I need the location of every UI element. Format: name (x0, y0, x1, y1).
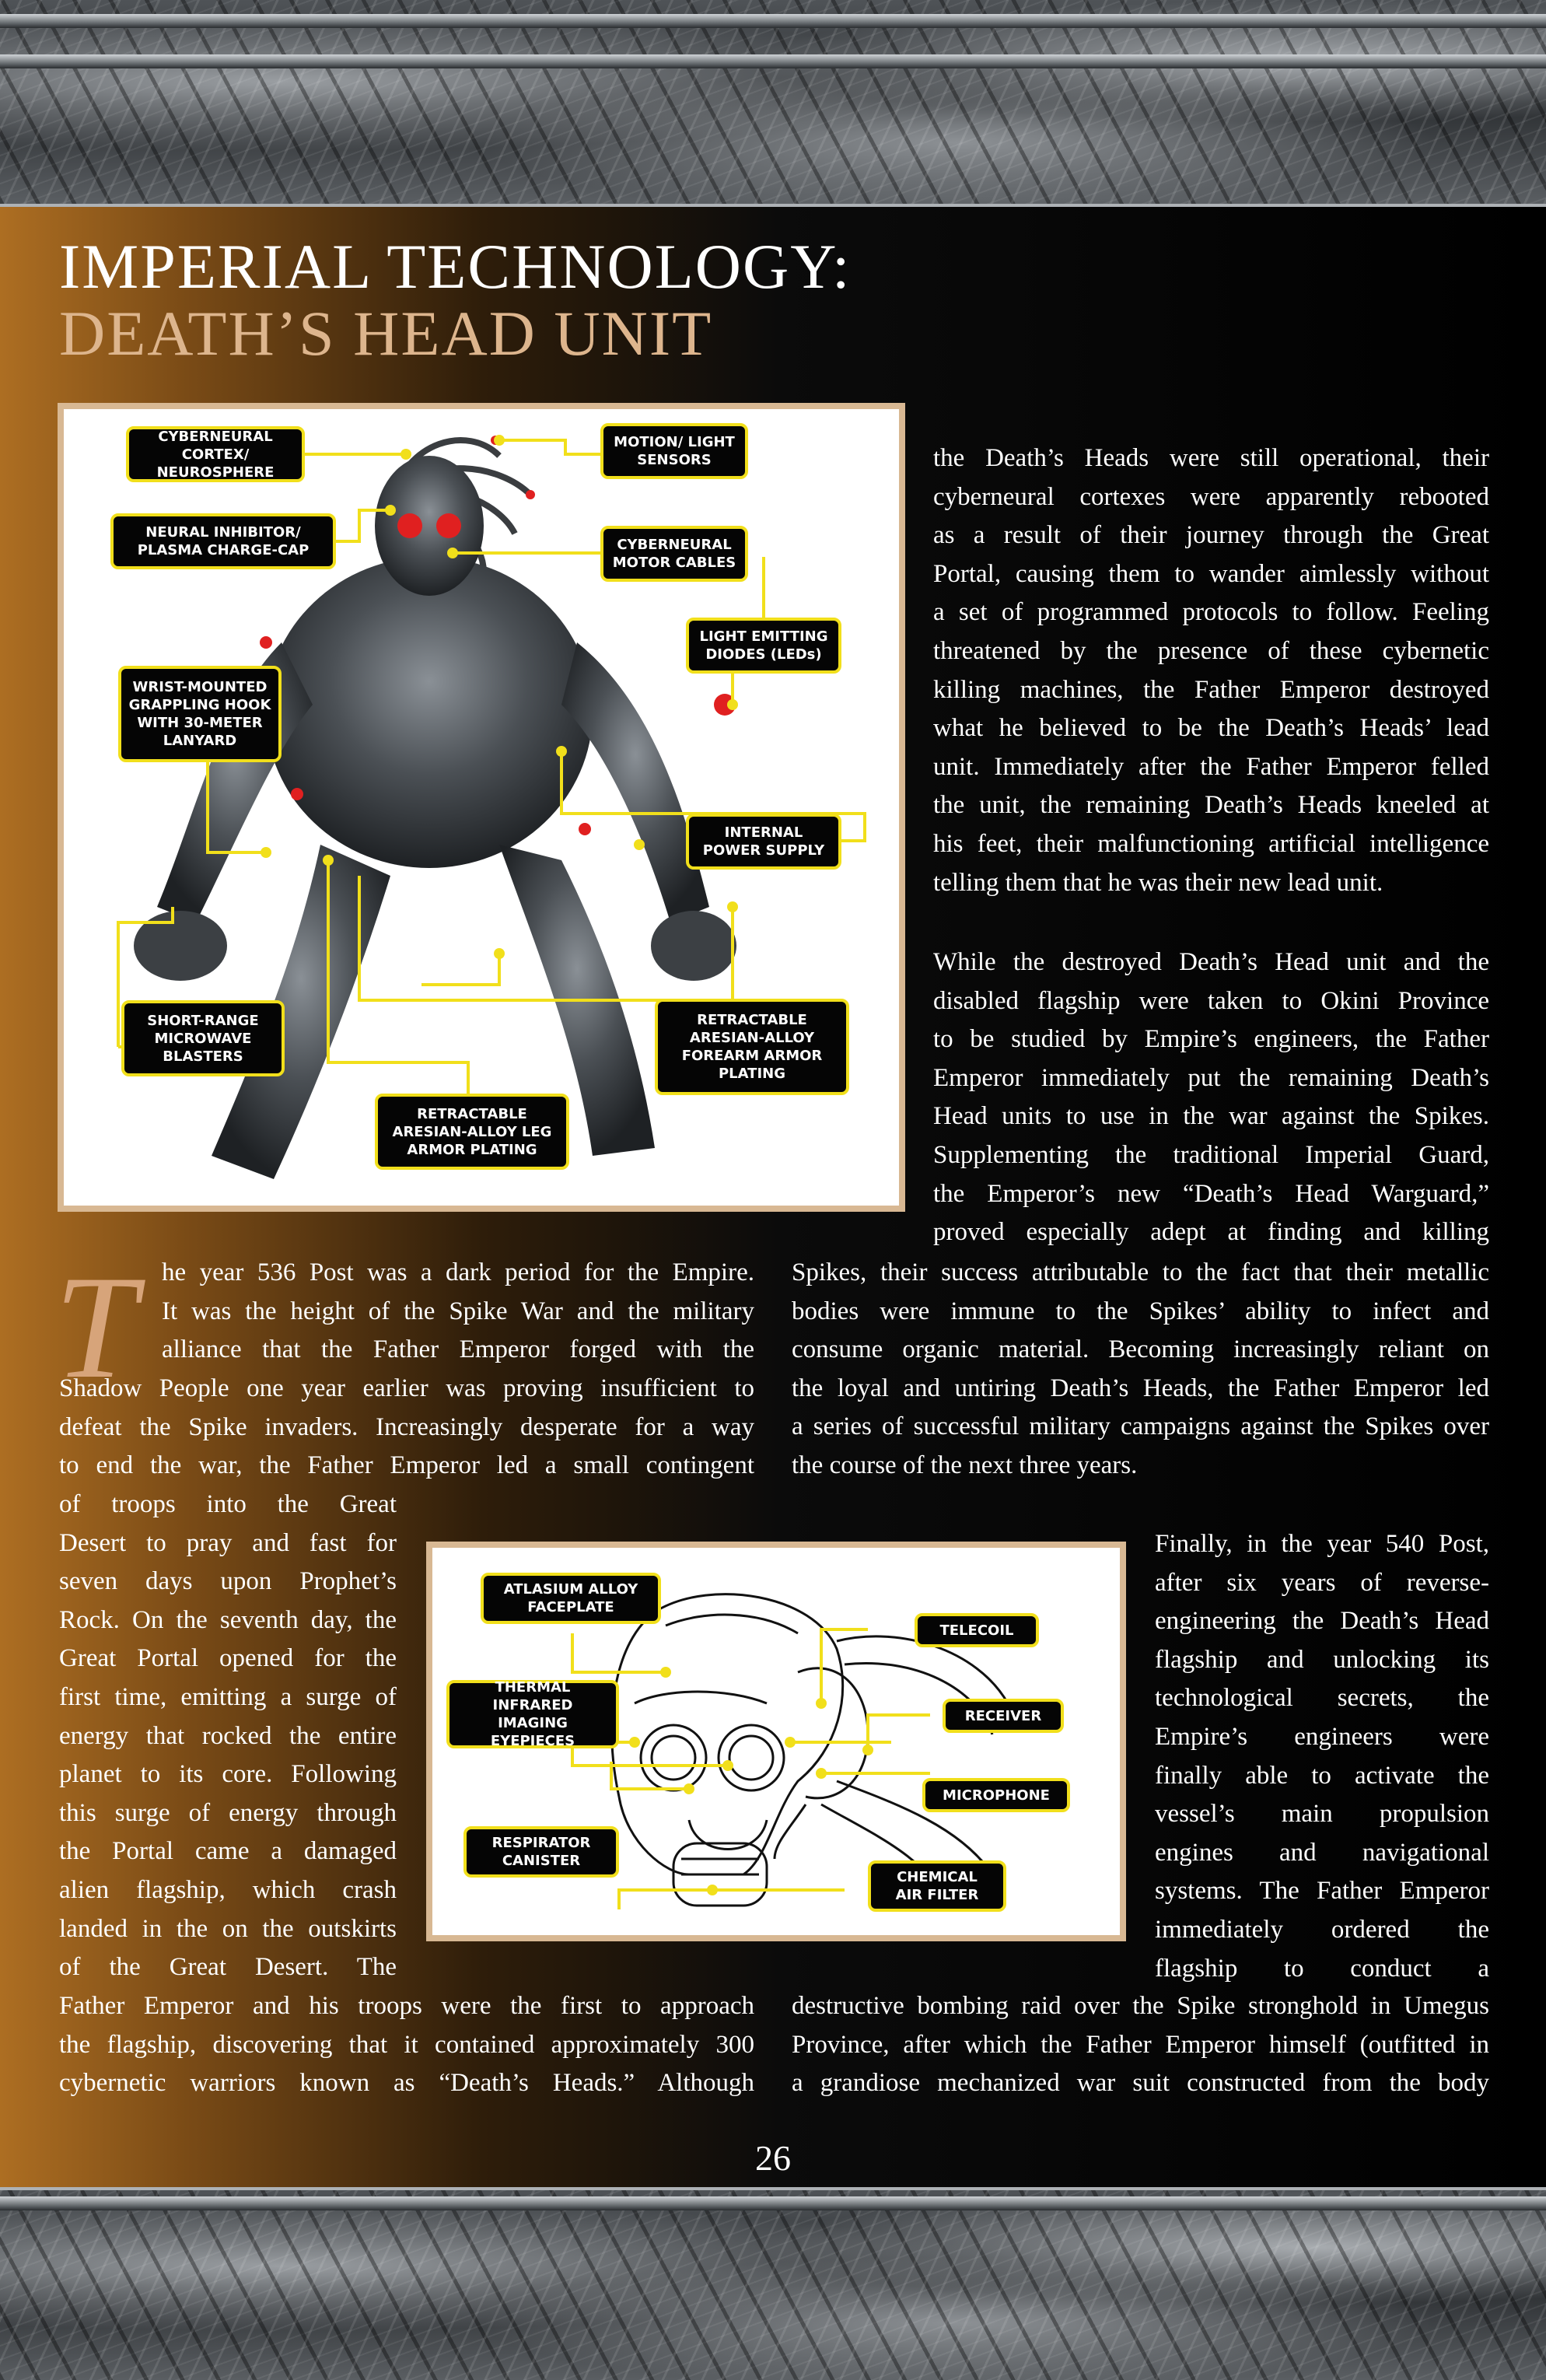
text-line: bodies were immune to the Spikes’ ability to infect and (792, 1297, 1489, 1325)
right-column-c (792, 1254, 1489, 1486)
text-line: the Portal came a damaged (59, 1837, 397, 1866)
text-line: alien flagship, which crash (59, 1875, 397, 1904)
text-line: Supplementing the traditional Imperial Guard, (933, 1140, 1489, 1169)
page-title: IMPERIAL TECHNOLOGY: (59, 231, 852, 302)
left-column-wide (59, 1370, 754, 1486)
text-line: destructive bombing raid over the Spike stronghold in Umegus (792, 1992, 1489, 2020)
bottom-marble-band (0, 2187, 1546, 2380)
callout-cyberneural-cortex: CYBERNEURAL CORTEX/ NEUROSPHERE (126, 426, 305, 482)
text-line: finally able to activate the (1155, 1761, 1489, 1790)
text-line: Father Emperor and his troops were the first to approach (59, 1992, 754, 2020)
text-line: engineering the Death’s Head (1155, 1607, 1489, 1636)
text-line: the loyal and untiring Death’s Heads, the Father Emperor led (792, 1374, 1489, 1402)
text-line: the Death’s Heads were still operational, their (933, 444, 1489, 472)
right-column-b (933, 943, 1489, 1252)
text-line: technological secrets, the (1155, 1684, 1489, 1713)
text-line: systems. The Father Emperor (1155, 1877, 1489, 1906)
text-line: of troops into the Great (59, 1490, 397, 1518)
text-line: his feet, their malfunctioning artificial intelligence (933, 829, 1489, 858)
text-line: to end the war, the Father Emperor led a small contingent (59, 1451, 754, 1480)
text-line: the unit, the remaining Death’s Heads kneeled at (933, 791, 1489, 820)
text-line: first time, emitting a surge of (59, 1682, 397, 1711)
text-line: It was the height of the Spike War and the military (162, 1297, 754, 1325)
callout-thermal-eyepieces: THERMAL INFRARED IMAGING EYEPIECES (446, 1680, 619, 1748)
text-line: engines and navigational (1155, 1838, 1489, 1867)
text-line: proved especially adept at finding and killing (933, 1218, 1489, 1247)
text-line: threatened by the presence of these cybernetic (933, 636, 1489, 665)
text-line: flagship and unlocking its (1155, 1645, 1489, 1674)
text-line: energy that rocked the entire (59, 1721, 397, 1750)
callout-motor-cables: CYBERNEURAL MOTOR CABLES (600, 526, 748, 582)
callout-neural-inhibitor: NEURAL INHIBITOR/ PLASMA CHARGE-CAP (110, 513, 336, 569)
callout-grappling-hook: WRIST-MOUNTED GRAPPLING HOOK WITH 30-METER LANYARD (118, 666, 282, 762)
text-line: consume organic material. Becoming increasingly reliant on (792, 1335, 1489, 1364)
page-subtitle: DEATH’S HEAD UNIT (59, 298, 713, 369)
text-line: flagship to conduct a (1155, 1954, 1489, 1983)
left-column-intro (162, 1254, 754, 1370)
text-line: of the Great Desert. The (59, 1953, 397, 1982)
callout-power-supply: INTERNAL POWER SUPPLY (686, 814, 841, 870)
text-line: he year 536 Post was a dark period for the Empire. (162, 1258, 754, 1286)
text-line: the course of the next three years. (792, 1451, 1138, 1479)
top-marble-band (0, 0, 1546, 207)
text-line: Province, after which the Father Emperor himself (outfitted in (792, 2030, 1489, 2059)
text-line: defeat the Spike invaders. Increasingly desperate for a way (59, 1412, 754, 1441)
text-line: Emperor immediately put the remaining Death’s (933, 1063, 1489, 1092)
figure-helmet (426, 1542, 1126, 1941)
right-column-d (1155, 1525, 1489, 1988)
text-line: Great Portal opened for the (59, 1644, 397, 1673)
text-line: disabled flagship were taken to Okini Province (933, 986, 1489, 1015)
text-line: Finally, in the year 540 Post, (1155, 1530, 1489, 1558)
callout-air-filter: CHEMICAL AIR FILTER (868, 1860, 1006, 1912)
text-line: seven days upon Prophet’s (59, 1567, 397, 1596)
callout-receiver: RECEIVER (943, 1699, 1064, 1733)
text-line: cyberneural cortexes were apparently rebooted (933, 482, 1489, 511)
text-line: unit. Immediately after the Father Emperor felled (933, 752, 1489, 781)
text-line: what he believed to be the Death’s Heads’ lead (933, 714, 1489, 743)
text-line: immediately ordered the (1155, 1915, 1489, 1944)
text-line: cybernetic warriors known as “Death’s Heads.” Although (59, 2069, 754, 2098)
text-line: as a result of their journey through the Great (933, 521, 1489, 550)
text-line: Portal, causing them to wander aimlessly without (933, 559, 1489, 588)
figure-warrior (58, 403, 905, 1212)
text-line: planet to its core. Following (59, 1760, 397, 1789)
text-line: While the destroyed Death’s Head unit and the (933, 948, 1489, 976)
text-line: Desert to pray and fast for (59, 1528, 397, 1557)
text-line: vessel’s main propulsion (1155, 1800, 1489, 1829)
text-line: landed in the on the outskirts (59, 1914, 397, 1943)
text-line: Rock. On the seventh day, the (59, 1605, 397, 1634)
callout-respirator: RESPIRATOR CANISTER (463, 1826, 619, 1878)
text-line: alliance that the Father Emperor forged with the (162, 1335, 754, 1364)
left-column-bottom (59, 1987, 754, 2103)
callout-faceplate: ATLASIUM ALLOY FACEPLATE (481, 1573, 661, 1624)
text-line: Head units to use in the war against the Spikes. (933, 1102, 1489, 1131)
text-line: telling them that he was their new lead unit. (933, 868, 1383, 897)
text-line: after six years of reverse- (1155, 1568, 1489, 1597)
text-line: to be studied by Empire’s engineers, the Father (933, 1025, 1489, 1054)
text-line: Shadow People one year earlier was proving insufficient to (59, 1374, 754, 1402)
right-column-e (792, 1987, 1489, 2103)
callout-forearm-plating: RETRACTABLE ARESIAN-ALLOY FOREARM ARMOR PLATING (655, 999, 849, 1095)
callout-telecoil: TELECOIL (915, 1613, 1039, 1647)
text-line: a grandiose mechanized war suit constructed from the body (792, 2069, 1489, 2098)
right-column-a (933, 439, 1489, 902)
text-line: killing machines, the Father Emperor destroyed (933, 675, 1489, 704)
callout-leg-plating: RETRACTABLE ARESIAN-ALLOY LEG ARMOR PLATING (375, 1094, 569, 1170)
left-column-narrow (59, 1486, 397, 1987)
callout-microwave-blasters: SHORT-RANGE MICROWAVE BLASTERS (121, 1000, 285, 1076)
callout-motion-light-sensors: MOTION/ LIGHT SENSORS (600, 423, 748, 479)
text-line: a set of programmed protocols to follow. Feeling (933, 598, 1489, 627)
text-line: a series of successful military campaigns against the Spikes over (792, 1412, 1489, 1441)
text-line: this surge of energy through (59, 1798, 397, 1827)
page-number: 26 (755, 2138, 791, 2178)
text-line: the flagship, discovering that it contained approximately 300 (59, 2030, 754, 2059)
text-line: Spikes, their success attributable to the fact that their metallic (792, 1258, 1489, 1286)
drop-cap: T (54, 1246, 137, 1409)
callout-leds: LIGHT EMITTING DIODES (LEDs) (686, 618, 841, 674)
callout-microphone: MICROPHONE (922, 1778, 1070, 1812)
text-line: Empire’s engineers were (1155, 1722, 1489, 1751)
text-line: the Emperor’s new “Death’s Head Warguard,” (933, 1179, 1489, 1208)
